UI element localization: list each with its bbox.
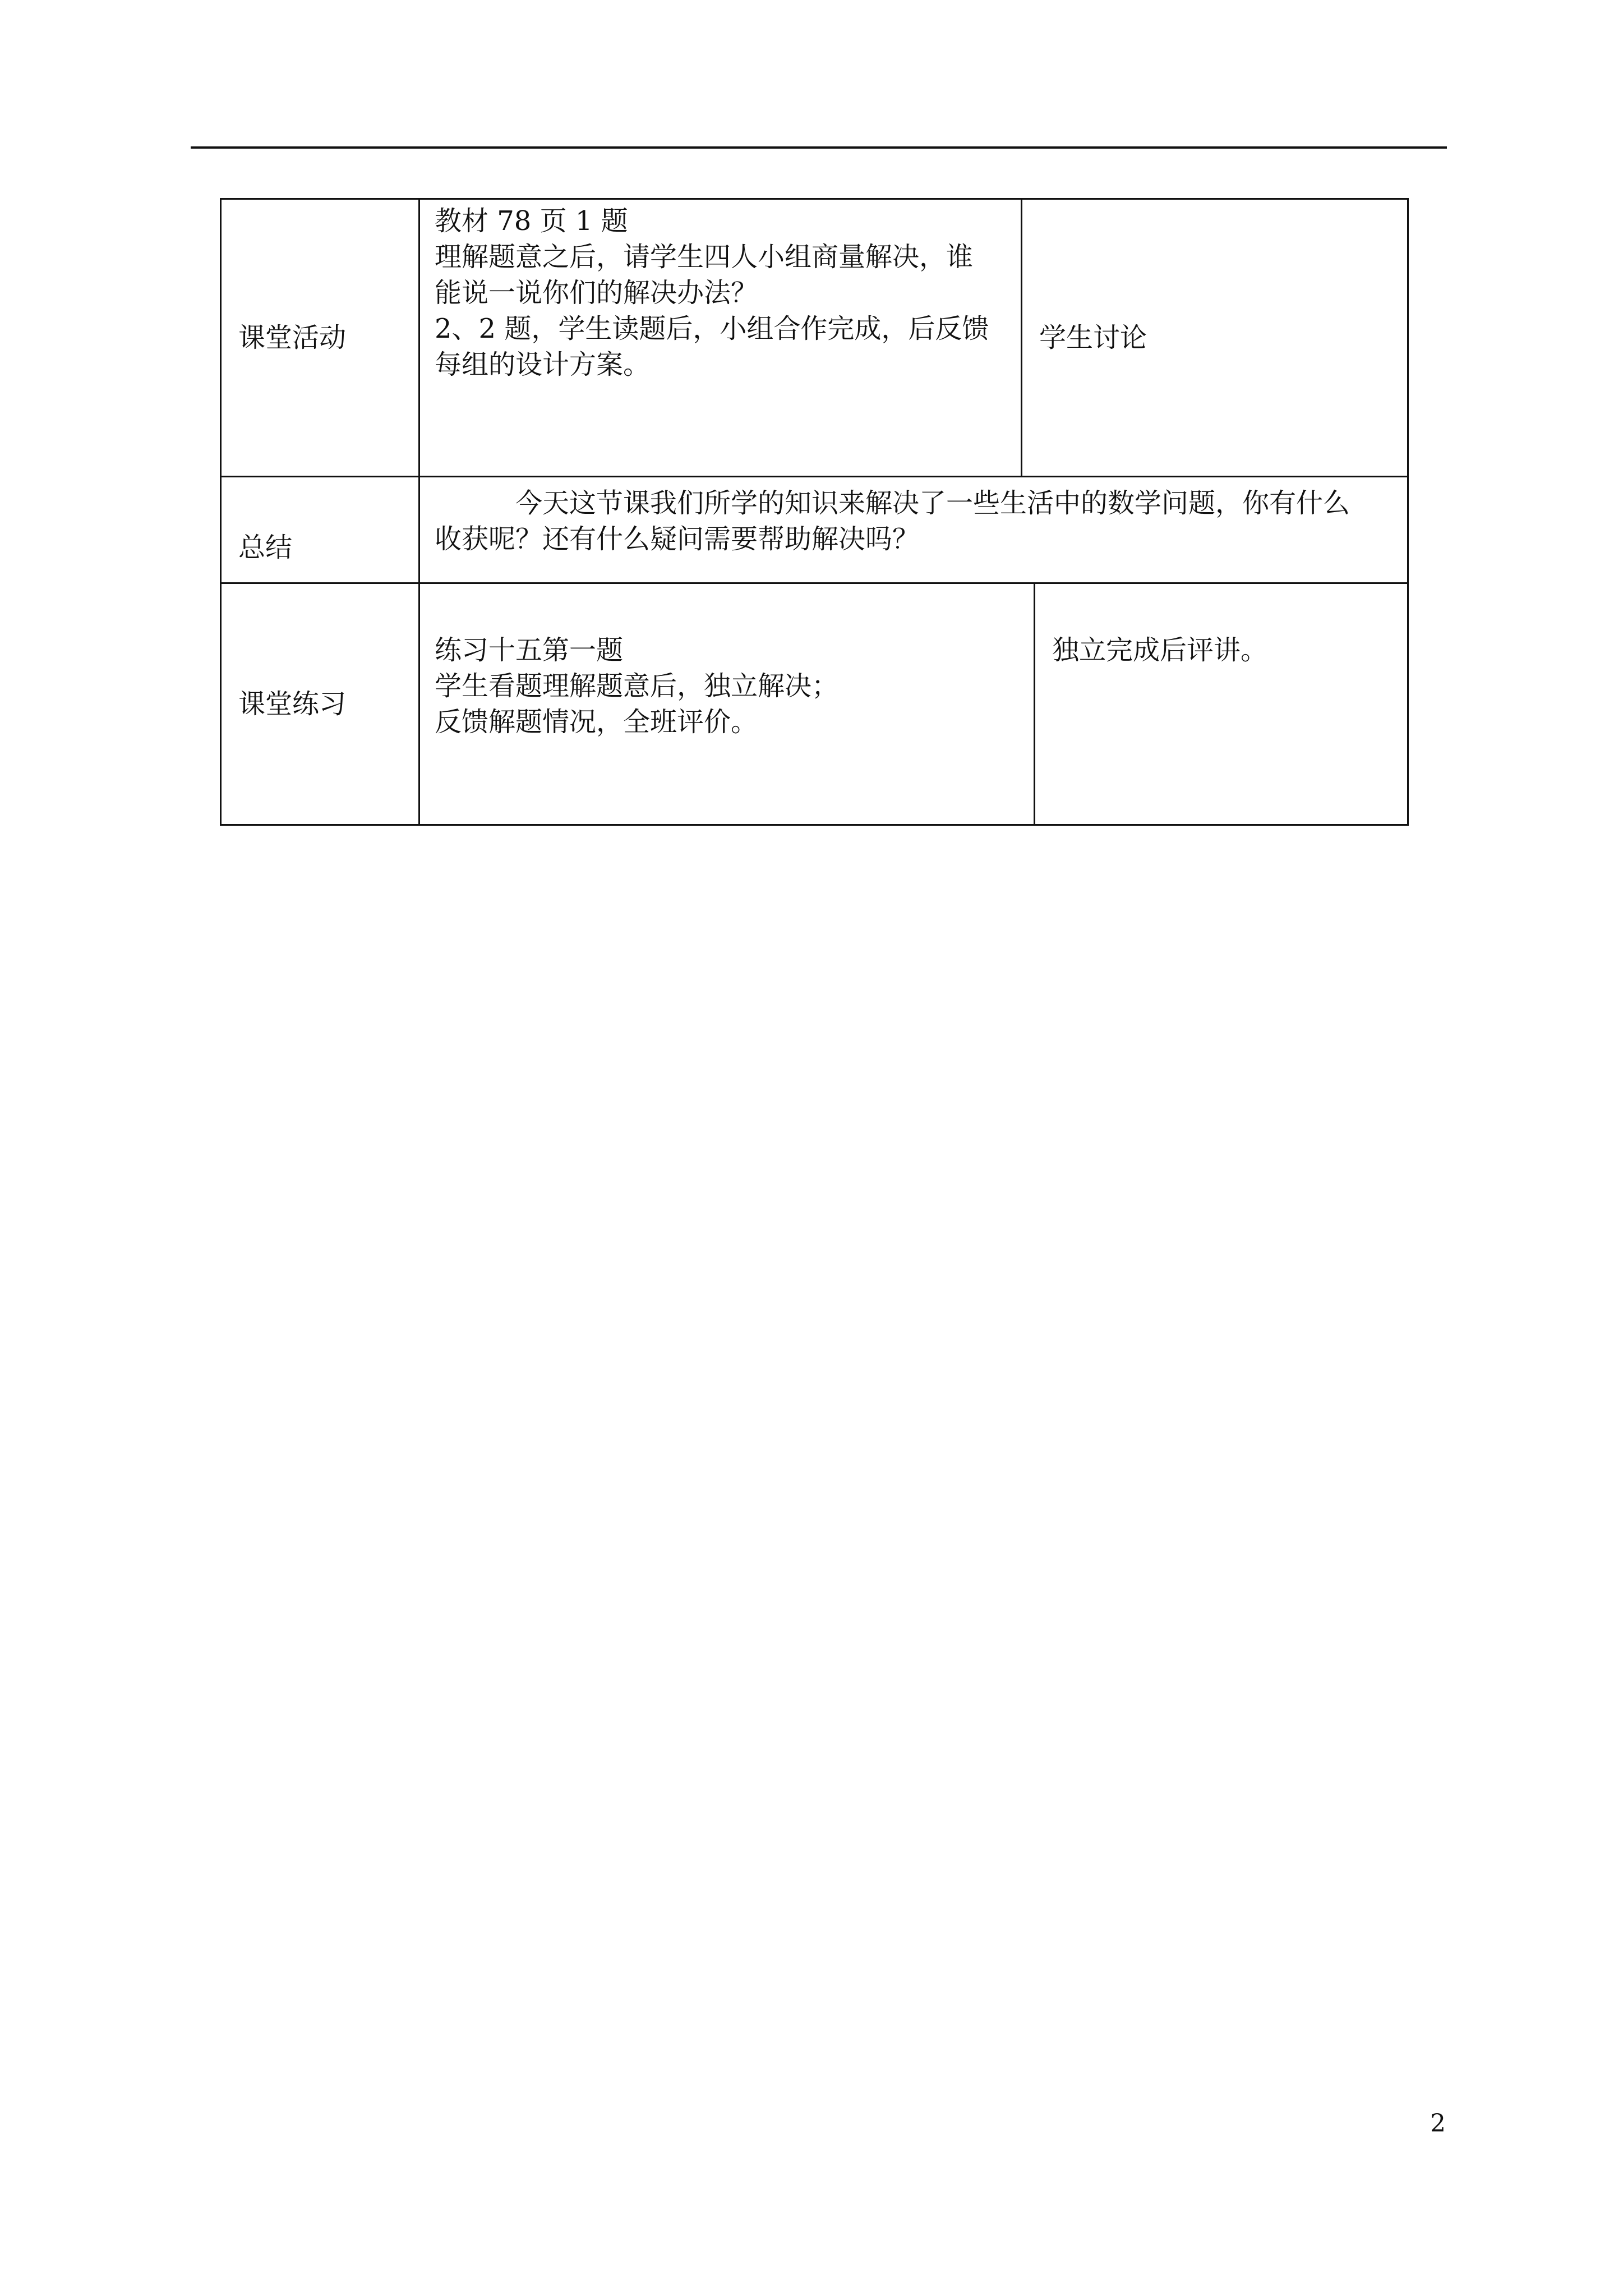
row-label-classroom-practice bbox=[220, 582, 420, 826]
content-line: 练习十五第一题 bbox=[435, 634, 624, 666]
row-note-classroom-activity bbox=[1021, 198, 1409, 477]
row-label-classroom-activity bbox=[220, 198, 420, 477]
row-label-text: 课堂练习 bbox=[238, 688, 347, 720]
row-note-text: 独立完成后评讲。 bbox=[1052, 634, 1268, 666]
content-line: 每组的设计方案。 bbox=[435, 349, 651, 380]
header-rule bbox=[191, 146, 1447, 149]
page-number: 2 bbox=[1430, 2109, 1446, 2138]
content-line: 能说一说你们的解决办法？ bbox=[435, 277, 758, 309]
row-label-summary bbox=[220, 476, 420, 584]
row-note-classroom-practice bbox=[1034, 582, 1409, 826]
content-line: 收获呢？还有什么疑问需要帮助解决吗？ bbox=[435, 523, 920, 555]
row-content-classroom-practice bbox=[418, 582, 1035, 826]
content-line: 反馈解题情况，全班评价。 bbox=[435, 706, 758, 738]
content-line: 今天这节课我们所学的知识来解决了一些生活中的数学问题，你有什么 bbox=[515, 487, 1350, 519]
row-label-text: 总结 bbox=[238, 532, 293, 563]
row-content-summary bbox=[418, 476, 1409, 584]
content-line: 学生看题理解题意后，独立解决； bbox=[435, 670, 839, 702]
row-label-text: 课堂活动 bbox=[238, 322, 347, 353]
row-note-text: 学生讨论 bbox=[1039, 322, 1147, 353]
row-content-classroom-activity bbox=[418, 198, 1022, 477]
content-line: 2、2 题，学生读题后，小组合作完成，后反馈 bbox=[435, 313, 989, 344]
content-line: 理解题意之后，请学生四人小组商量解决，谁 bbox=[435, 241, 974, 273]
content-line: 教材 78 页 1 题 bbox=[435, 205, 628, 237]
